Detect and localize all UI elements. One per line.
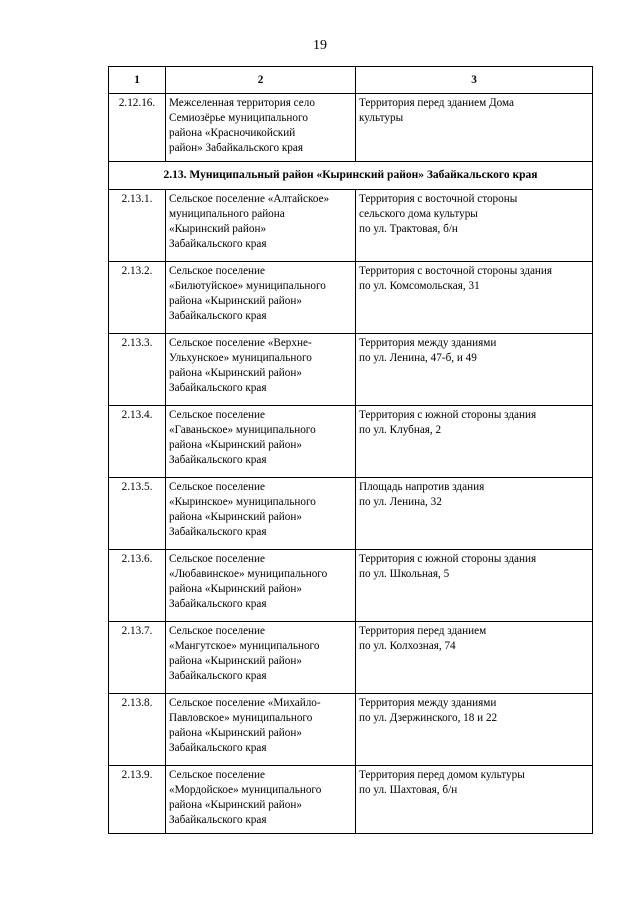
- table-row: [109, 406, 593, 478]
- municipality-name: [166, 478, 356, 550]
- location-description: [356, 478, 593, 550]
- table-row: [109, 622, 593, 694]
- municipality-name-line: района «Кыринский район»: [169, 511, 302, 523]
- municipality-name-line: Забайкальского края: [169, 310, 267, 322]
- location-line: по ул. Комсомольская, 31: [359, 280, 480, 292]
- municipality-name-line: «Гаваньское» муниципального: [169, 424, 316, 436]
- municipality-name: [166, 406, 356, 478]
- location-description: [356, 406, 593, 478]
- municipality-name-line: «Билютуйское» муниципального: [169, 280, 326, 292]
- municipality-name-line: Забайкальского края: [169, 670, 267, 682]
- municipality-name-line: Забайкальского края: [169, 382, 267, 394]
- location-line: Территория с южной стороны здания: [359, 553, 537, 565]
- locations-table: [108, 66, 593, 834]
- table-row: [109, 190, 593, 262]
- municipality-name: [166, 550, 356, 622]
- row-number: 2.13.2.: [109, 262, 166, 334]
- municipality-name-line: Сельское поселение «Михайло-: [169, 697, 321, 709]
- municipality-name-line: района «Красночикойский: [169, 127, 296, 139]
- location-line: Территория с восточной стороны: [359, 193, 518, 205]
- municipality-name: [166, 334, 356, 406]
- municipality-name-line: Сельское поселение «Верхне-: [169, 337, 312, 349]
- row-number: 2.13.9.: [109, 766, 166, 834]
- municipality-name: [166, 262, 356, 334]
- row-number: 2.13.5.: [109, 478, 166, 550]
- location-line: по ул. Клубная, 2: [359, 424, 442, 436]
- table-row: [109, 94, 593, 162]
- column-header-3: 3: [356, 67, 593, 94]
- column-header-2: 2: [166, 67, 356, 94]
- table-row: [109, 550, 593, 622]
- municipality-name-line: Павловское» муниципального: [169, 712, 313, 724]
- table-header-row: [109, 67, 593, 94]
- municipality-name-line: района «Кыринский район»: [169, 367, 302, 379]
- location-description: [356, 694, 593, 766]
- municipality-name: [166, 622, 356, 694]
- table-row: [109, 478, 593, 550]
- municipality-name-line: Забайкальского края: [169, 814, 267, 826]
- column-header-1: 1: [109, 67, 166, 94]
- row-number: 2.13.7.: [109, 622, 166, 694]
- location-description: [356, 334, 593, 406]
- municipality-name-line: района «Кыринский район»: [169, 727, 302, 739]
- municipality-name-line: район» Забайкальского края: [169, 142, 304, 154]
- municipality-name: [166, 766, 356, 834]
- municipality-name-line: «Мангутское» муниципального: [169, 640, 320, 652]
- municipality-name-line: района «Кыринский район»: [169, 655, 302, 667]
- municipality-name-line: района «Кыринский район»: [169, 295, 302, 307]
- row-number: 2.13.1.: [109, 190, 166, 262]
- location-description: [356, 766, 593, 834]
- municipality-name-line: муниципального района: [169, 208, 285, 220]
- row-number: 2.13.4.: [109, 406, 166, 478]
- municipality-name-line: Сельское поселение: [169, 625, 265, 637]
- location-line: Территория с восточной стороны здания: [359, 265, 553, 277]
- location-line: культуры: [359, 112, 404, 124]
- row-number: 2.12.16.: [109, 94, 166, 162]
- municipality-name-line: Ульхунское» муниципального: [169, 352, 312, 364]
- municipality-name-line: Сельское поселение: [169, 409, 265, 421]
- municipality-name-line: Сельское поселение: [169, 481, 265, 493]
- location-line: сельского дома культуры: [359, 208, 478, 220]
- municipality-name-line: района «Кыринский район»: [169, 799, 302, 811]
- municipality-name-line: района «Кыринский район»: [169, 439, 302, 451]
- municipality-name-line: Забайкальского края: [169, 598, 267, 610]
- location-description: [356, 94, 593, 162]
- location-line: Территория перед домом культуры: [359, 769, 525, 781]
- table-row: [109, 334, 593, 406]
- municipality-name-line: «Мордойское» муниципального: [169, 784, 322, 796]
- municipality-name-line: «Кыринское» муниципального: [169, 496, 316, 508]
- row-number: 2.13.3.: [109, 334, 166, 406]
- municipality-name-line: района «Кыринский район»: [169, 583, 302, 595]
- location-line: Территория перед зданием Дома: [359, 97, 514, 109]
- location-line: Территория между зданиями: [359, 697, 497, 709]
- location-description: [356, 262, 593, 334]
- municipality-name-line: Сельское поселение «Алтайское»: [169, 193, 330, 205]
- location-line: Территория перед зданием: [359, 625, 487, 637]
- location-line: по ул. Ленина, 32: [359, 496, 442, 508]
- location-line: по ул. Ленина, 47-б, и 49: [359, 352, 477, 364]
- table-row: [109, 262, 593, 334]
- municipality-name-line: Сельское поселение: [169, 553, 265, 565]
- row-number: 2.13.6.: [109, 550, 166, 622]
- location-line: Территория между зданиями: [359, 337, 497, 349]
- row-number: 2.13.8.: [109, 694, 166, 766]
- municipality-name: [166, 694, 356, 766]
- location-line: по ул. Трактовая, б/н: [359, 223, 458, 235]
- location-line: Территория с южной стороны здания: [359, 409, 537, 421]
- page-number: 19: [313, 38, 327, 53]
- location-line: Площадь напротив здания: [359, 481, 485, 493]
- municipality-name-line: Сельское поселение: [169, 265, 265, 277]
- location-description: [356, 622, 593, 694]
- municipality-name-line: «Любавинское» муниципального: [169, 568, 328, 580]
- location-line: по ул. Шахтовая, б/н: [359, 784, 458, 796]
- municipality-name-line: Межселенная территория село: [169, 97, 315, 109]
- municipality-name-line: Сельское поселение: [169, 769, 265, 781]
- location-line: по ул. Дзержинского, 18 и 22: [359, 712, 498, 724]
- section-title: 2.13. Муниципальный район «Кыринский район» Забайкальского края: [109, 162, 593, 190]
- municipality-name-line: Забайкальского края: [169, 454, 267, 466]
- location-line: по ул. Колхозная, 74: [359, 640, 456, 652]
- section-row: [109, 162, 593, 190]
- municipality-name-line: Семиозёрье муниципального: [169, 112, 308, 124]
- table-row: [109, 694, 593, 766]
- location-description: [356, 550, 593, 622]
- location-description: [356, 190, 593, 262]
- municipality-name: [166, 190, 356, 262]
- table-row: [109, 766, 593, 834]
- municipality-name-line: Забайкальского края: [169, 238, 267, 250]
- municipality-name: [166, 94, 356, 162]
- municipality-name-line: Забайкальского края: [169, 742, 267, 754]
- location-line: по ул. Школьная, 5: [359, 568, 450, 580]
- municipality-name-line: Забайкальского края: [169, 526, 267, 538]
- municipality-name-line: «Кыринский район»: [169, 223, 267, 235]
